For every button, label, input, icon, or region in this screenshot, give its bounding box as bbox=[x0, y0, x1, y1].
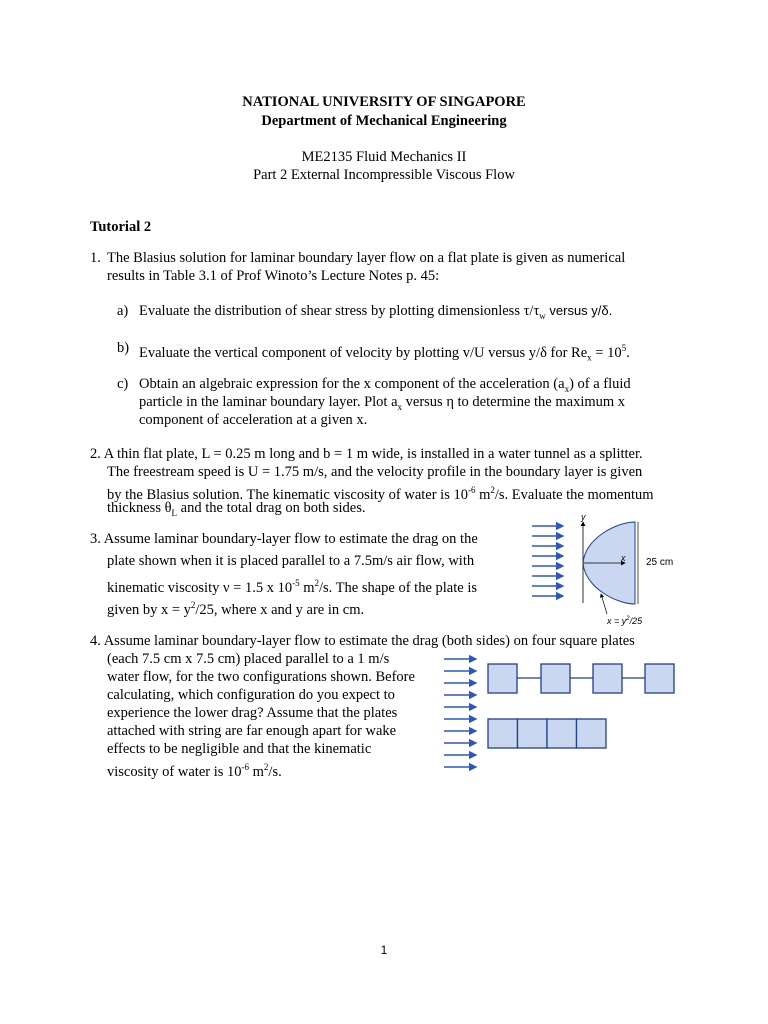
fig-y-label: y bbox=[581, 512, 586, 522]
configuration-spaced-plates bbox=[488, 664, 674, 693]
tutorial-title: Tutorial 2 bbox=[90, 219, 152, 235]
q4-line-3: water flow, for the two configurations shown. Before bbox=[107, 669, 415, 685]
q1a-text: Evaluate the distribution of shear stress by plotting dimensionless $\tau/\tau_w$ versus y/δ. bbox=[139, 303, 613, 321]
q1b-label: b) bbox=[117, 340, 130, 356]
q1-intro-line-2: results in Table 3.1 of Prof Winoto’s Lecture Notes p. 45: bbox=[107, 268, 440, 284]
fig-dimension-label: 25 cm bbox=[646, 557, 674, 568]
q3-line-2: plate shown when it is placed parallel to a 7.5m/s air flow, with bbox=[107, 553, 475, 569]
fig-equation-label: $x = y^2/25$ bbox=[607, 616, 643, 626]
course-part: Part 2 External Incompressible Viscous Flow bbox=[253, 167, 515, 183]
flow-arrows bbox=[532, 526, 563, 596]
q4-line-6: attached with string are far enough apart for wake bbox=[107, 723, 397, 739]
university-name: NATIONAL UNIVERSITY OF SINGAPORE bbox=[242, 94, 526, 110]
fig-x-label: x bbox=[621, 553, 626, 563]
q3-plate-figure bbox=[525, 508, 685, 628]
q1c-line-2: particle in the laminar boundary layer. Plot $a_x$ versus η to determine the maximum x bbox=[139, 394, 626, 412]
q2-line-1: 2. A thin flat plate, L = 0.25 m long and b = 1 m wide, is installed in a water tunnel as a splitter. bbox=[90, 446, 643, 462]
q4-line-4: calculating, which configuration do you expect to bbox=[107, 687, 395, 703]
q1c-label: c) bbox=[117, 376, 129, 392]
q4-line-2: (each 7.5 cm x 7.5 cm) placed parallel to a 1 m/s bbox=[107, 651, 390, 667]
q2-line-3: by the Blasius solution. The kinematic viscosity of water is $10^{-6}$ $m^2/s$. Evaluate the momentum bbox=[107, 485, 654, 503]
q4-line-5: experience the lower drag? Assume that the plates bbox=[107, 705, 398, 721]
q2-line-2: The freestream speed is U = 1.75 m/s, and the velocity profile in the boundary layer is given bbox=[107, 464, 643, 480]
q4-line-7: effects to be negligible and that the kinematic bbox=[107, 741, 372, 757]
q3-line-1: 3. Assume laminar boundary-layer flow to estimate the drag on the bbox=[90, 531, 478, 547]
course-code: ME2135 Fluid Mechanics II bbox=[301, 149, 467, 165]
q4-line-1: 4. Assume laminar boundary-layer flow to estimate the drag (both sides) on four square plates bbox=[90, 633, 635, 649]
q4-line-8: viscosity of water is $10^{-6}$ $m^2/s$. bbox=[107, 762, 282, 780]
configuration-adjacent-plates bbox=[488, 719, 606, 748]
q1c-line-3: component of acceleration at a given x. bbox=[139, 412, 368, 428]
pointer-line bbox=[601, 594, 607, 614]
q1c-line-1: Obtain an algebraic expression for the x component of the acceleration $(a_x)$ of a fluid bbox=[139, 376, 631, 394]
flow-arrows bbox=[444, 659, 476, 767]
q1-number: 1. bbox=[90, 250, 101, 266]
page-number: 1 bbox=[380, 943, 388, 957]
q3-line-4: given by $x = y^2/25$, where x and y are in cm. bbox=[107, 600, 365, 618]
q1-intro-line-1: The Blasius solution for laminar boundary layer flow on a flat plate is given as numerical bbox=[107, 250, 626, 266]
q2-line-4: thickness $\theta_L$ and the total drag on both sides. bbox=[107, 500, 366, 518]
q1b-text: Evaluate the vertical component of velocity by plotting v/U versus y/δ for $Re_x = 10^5$. bbox=[139, 343, 630, 363]
q3-line-3: kinematic viscosity ν = 1.5 x $10^{-5}$ $m^2/s$. The shape of the plate is bbox=[107, 578, 477, 596]
department-name: Department of Mechanical Engineering bbox=[261, 113, 507, 129]
q1a-label: a) bbox=[117, 303, 129, 319]
q4-square-plates-figure bbox=[440, 650, 680, 775]
